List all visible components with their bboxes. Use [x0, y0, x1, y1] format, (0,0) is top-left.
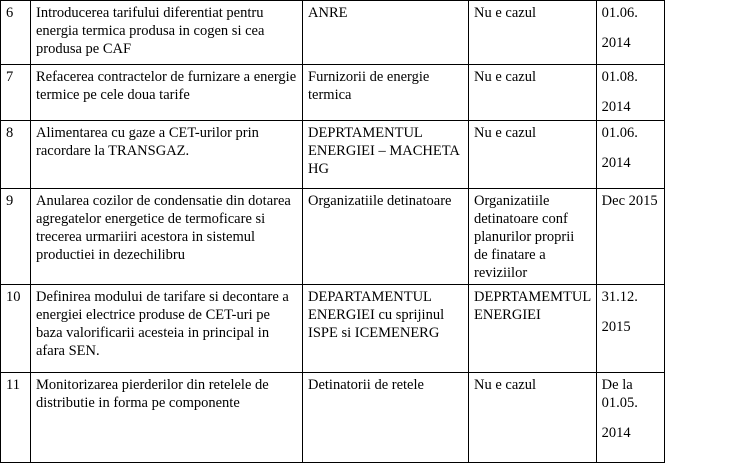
- responsible-cell: Detinatorii de retele: [303, 373, 469, 463]
- deadline-day-month: 31.12.: [601, 289, 638, 305]
- partners-cell: Nu e cazul: [469, 65, 597, 121]
- deadline-cell: [596, 285, 664, 373]
- deadline-cell: [596, 189, 664, 285]
- table-row: [1, 65, 665, 121]
- deadline-day-month: 01.08.: [601, 69, 638, 85]
- row-number: 8: [1, 121, 31, 189]
- deadline-year: 2015: [601, 319, 631, 335]
- action-cell: Monitorizarea pierderilor din retelele de distributie in forma pe componente: [31, 373, 303, 463]
- deadline-year: 2014: [601, 99, 631, 115]
- table-row: [1, 373, 665, 463]
- deadline-day-month: Dec 2015: [601, 193, 658, 209]
- table-row: [1, 189, 665, 285]
- responsible-cell: DEPRTAMENTUL ENERGIEI – MACHETA HG: [303, 121, 469, 189]
- partners-cell: Organizatiile detinatoare conf planurilor proprii de finatare a reviziilor: [469, 189, 597, 285]
- row-number: 7: [1, 65, 31, 121]
- action-cell: Definirea modului de tarifare si decontare a energiei electrice produse de CET-uri pe baza valorificarii acesteia in principal in afara SEN.: [31, 285, 303, 373]
- action-cell: Introducerea tarifului diferentiat pentru energia termica produsa in cogen si cea produsa pe CAF: [31, 1, 303, 65]
- partners-cell: Nu e cazul: [469, 1, 597, 65]
- partners-cell: Nu e cazul: [469, 373, 597, 463]
- partners-cell: DEPRTAMEMTUL ENERGIEI: [469, 285, 597, 373]
- row-number: 9: [1, 189, 31, 285]
- table-row: [1, 1, 665, 65]
- responsible-cell: ANRE: [303, 1, 469, 65]
- action-cell: Refacerea contractelor de furnizare a energie termice pe cele doua tarife: [31, 65, 303, 121]
- deadline-cell: [596, 65, 664, 121]
- deadline-cell: [596, 373, 664, 463]
- responsible-cell: Furnizorii de energie termica: [303, 65, 469, 121]
- table-row: [1, 121, 665, 189]
- deadline-day-month: De la 01.05.: [601, 377, 638, 411]
- table-row: [1, 285, 665, 373]
- responsible-cell: DEPARTAMENTUL ENERGIEI cu sprijinul ISPE si ICEMENERG: [303, 285, 469, 373]
- action-cell: Anularea cozilor de condensatie din dotarea agregatelor energetice de termoficare si trecerea urmariiri acestora in sistemul productiei in dezechilibru: [31, 189, 303, 285]
- deadline-year: 2014: [601, 35, 631, 51]
- row-number: 6: [1, 1, 31, 65]
- responsible-cell: Organizatiile detinatoare: [303, 189, 469, 285]
- deadline-day-month: 01.06.: [601, 125, 638, 141]
- deadline-day-month: 01.06.: [601, 5, 638, 21]
- deadline-cell: [596, 121, 664, 189]
- row-number: 11: [1, 373, 31, 463]
- row-number: 10: [1, 285, 31, 373]
- deadline-year: 2014: [601, 425, 631, 441]
- deadline-cell: [596, 1, 664, 65]
- action-cell: Alimentarea cu gaze a CET-urilor prin racordare la TRANSGAZ.: [31, 121, 303, 189]
- partners-cell: Nu e cazul: [469, 121, 597, 189]
- deadline-year: 2014: [601, 155, 631, 171]
